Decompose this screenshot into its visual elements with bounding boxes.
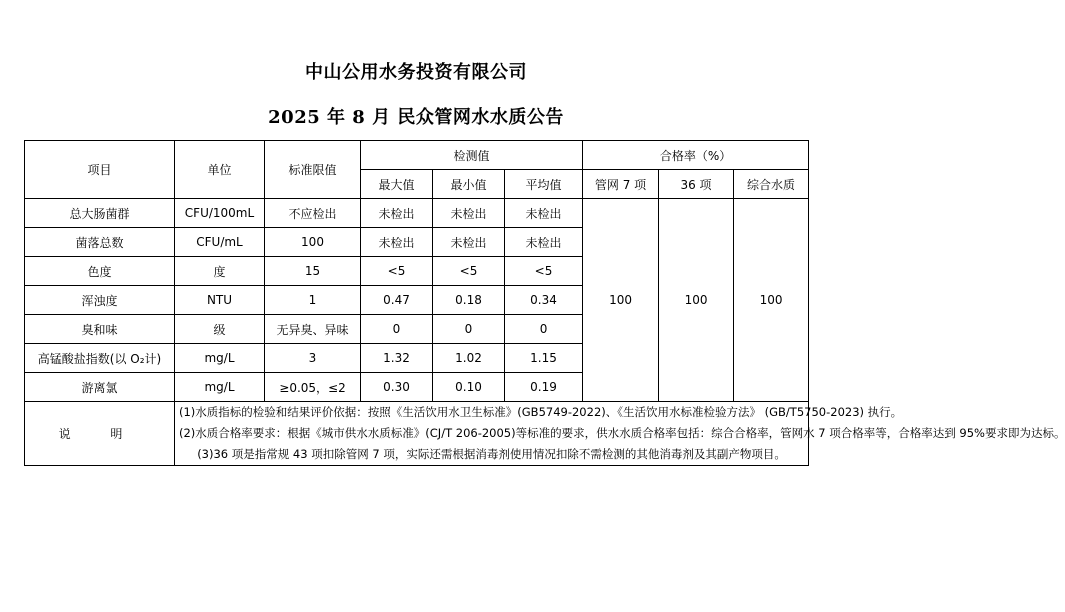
header-network7: 管网 7 项 bbox=[583, 170, 659, 199]
row-avg: 0.19 bbox=[505, 373, 583, 402]
header-row bbox=[25, 141, 809, 170]
row-unit: 级 bbox=[175, 315, 265, 344]
note-3: (3)36 项是指常规 43 项扣除管网 7 项，实际还需根据消毒剂使用情况扣除不需检测的其他消毒剂及其副产物项目。 bbox=[197, 447, 786, 461]
row-limit: 1 bbox=[265, 286, 361, 315]
row-unit: mg/L bbox=[175, 344, 265, 373]
row-max: 0.47 bbox=[361, 286, 433, 315]
row-min: 1.02 bbox=[433, 344, 505, 373]
row-unit: 度 bbox=[175, 257, 265, 286]
row-limit: ≥0.05，≤2 bbox=[265, 373, 361, 402]
table-row bbox=[25, 199, 809, 228]
row-item: 臭和味 bbox=[25, 315, 175, 344]
row-max: 未检出 bbox=[361, 199, 433, 228]
row-max: 0.30 bbox=[361, 373, 433, 402]
row-avg: 1.15 bbox=[505, 344, 583, 373]
pass-rate-overall: 100 bbox=[734, 199, 809, 402]
header-unit: 单位 bbox=[175, 141, 265, 199]
page-title: 2025 年 8 月 民众管网水水质公告 bbox=[268, 107, 564, 128]
row-avg: 未检出 bbox=[505, 228, 583, 257]
row-item: 色度 bbox=[25, 257, 175, 286]
row-max: 0 bbox=[361, 315, 433, 344]
pass-rate-items36: 100 bbox=[659, 199, 734, 402]
notes bbox=[175, 402, 1065, 466]
row-unit: mg/L bbox=[175, 373, 265, 402]
row-min: 0.18 bbox=[433, 286, 505, 315]
row-max: 未检出 bbox=[361, 228, 433, 257]
header-max: 最大值 bbox=[361, 170, 433, 199]
row-limit: 15 bbox=[265, 257, 361, 286]
row-limit: 不应检出 bbox=[265, 199, 361, 228]
row-min: 0.10 bbox=[433, 373, 505, 402]
row-avg: 未检出 bbox=[505, 199, 583, 228]
row-unit: NTU bbox=[175, 286, 265, 315]
company-name: 中山公用水务投资有限公司 bbox=[305, 62, 527, 83]
header-avg: 平均值 bbox=[505, 170, 583, 199]
row-min: 未检出 bbox=[433, 199, 505, 228]
row-min: <5 bbox=[433, 257, 505, 286]
row-item: 游离氯 bbox=[25, 373, 175, 402]
notes-label: 说 明 bbox=[25, 402, 175, 466]
header-overall: 综合水质 bbox=[734, 170, 809, 199]
row-max: 1.32 bbox=[361, 344, 433, 373]
note-2: (2)水质合格率要求：根据《城市供水水质标准》(CJ/T 206-2005)等标准的要求，供水水质合格率包括：综合合格率，管网水 7 项合格率等，合格率达到 95%要求即为达标。 bbox=[179, 426, 1065, 440]
header-item: 项目 bbox=[25, 141, 175, 199]
row-item: 高锰酸盐指数(以 O₂计) bbox=[25, 344, 175, 373]
row-avg: 0.34 bbox=[505, 286, 583, 315]
row-item: 浑浊度 bbox=[25, 286, 175, 315]
header-limit: 标准限值 bbox=[265, 141, 361, 199]
water-quality-table bbox=[24, 140, 1065, 466]
header-items36: 36 项 bbox=[659, 170, 734, 199]
row-limit: 3 bbox=[265, 344, 361, 373]
row-unit: CFU/mL bbox=[175, 228, 265, 257]
row-limit: 100 bbox=[265, 228, 361, 257]
row-avg: <5 bbox=[505, 257, 583, 286]
pass-rate-network7: 100 bbox=[583, 199, 659, 402]
notes-row bbox=[25, 402, 809, 466]
row-max: <5 bbox=[361, 257, 433, 286]
row-min: 未检出 bbox=[433, 228, 505, 257]
row-item: 总大肠菌群 bbox=[25, 199, 175, 228]
header-pass-rate: 合格率（%） bbox=[583, 141, 809, 170]
row-limit: 无异臭、异味 bbox=[265, 315, 361, 344]
note-1: (1)水质指标的检验和结果评价依据：按照《生活饮用水卫生标准》(GB5749-2022)、《生活饮用水标准检验方法》 (GB/T5750-2023) 执行。 bbox=[179, 405, 903, 419]
row-item: 菌落总数 bbox=[25, 228, 175, 257]
row-unit: CFU/100mL bbox=[175, 199, 265, 228]
header-min: 最小值 bbox=[433, 170, 505, 199]
header-detected: 检测值 bbox=[361, 141, 583, 170]
row-avg: 0 bbox=[505, 315, 583, 344]
row-min: 0 bbox=[433, 315, 505, 344]
